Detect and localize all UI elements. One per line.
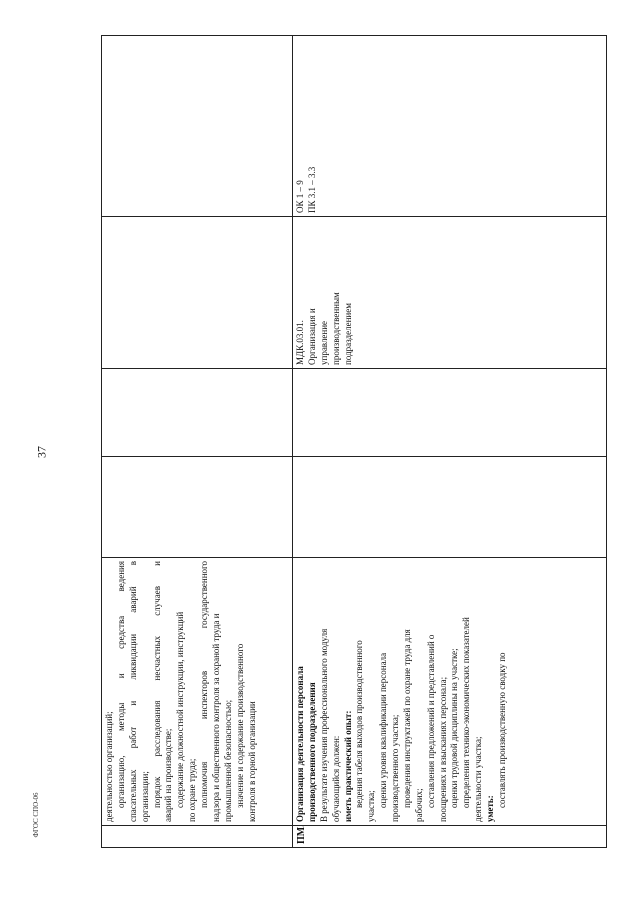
- content-cell: [102, 558, 293, 826]
- text-line: полномочия инспекторов государственного: [199, 561, 209, 808]
- text-line: Организация деятельности персонала: [295, 666, 305, 822]
- text-line: рабочих;: [413, 788, 424, 822]
- text-line: ПК 3.1 – 3.3: [306, 166, 317, 213]
- text-line: поощрениях и взысканиях персонала;: [437, 676, 448, 822]
- page-number: 37: [34, 446, 49, 458]
- code-cell: [293, 826, 607, 848]
- text-line: значение и содержание производственного: [234, 643, 245, 808]
- text-line: иметь практический опыт:: [342, 710, 353, 822]
- content-cell: [293, 558, 607, 826]
- text-line: участка;: [366, 790, 377, 822]
- content-lines: [295, 561, 509, 822]
- text-line: обучающийся должен:: [330, 735, 341, 822]
- text-line: спасательных работ и ликвидации аварий в: [127, 561, 138, 822]
- rotated-table-sheet: [101, 36, 606, 848]
- content-lines: [104, 561, 258, 822]
- code-cell: [102, 826, 293, 848]
- competence-cell: [293, 36, 607, 217]
- curriculum-table: [101, 35, 607, 848]
- text-line: содержание должностной инструкции, инструкций: [175, 611, 186, 808]
- text-line: Организация и: [306, 308, 317, 365]
- text-line: производственного участка;: [390, 714, 400, 822]
- table-rotor: [101, 36, 606, 848]
- text-line: производственным: [330, 292, 341, 365]
- competence-lines: [295, 39, 319, 213]
- text-line: проведения инструктажей по охране труда для: [401, 629, 412, 808]
- text-line: порядок расследования несчастных случаев и: [151, 561, 162, 808]
- text-line: ОК 1 – 9: [295, 180, 305, 213]
- hours-class-cell: [102, 369, 293, 457]
- text-line: определения технико-экономических показателей: [461, 617, 472, 808]
- text-line: организации;: [139, 771, 150, 822]
- text-line: уметь:: [485, 795, 495, 822]
- text-line: деятельностью организаций;: [104, 711, 114, 822]
- text-line: аварий на производстве;: [163, 728, 174, 822]
- text-line: деятельности участка;: [473, 736, 484, 822]
- text-line: надзора и общественного контроля за охраной труда и: [210, 613, 221, 822]
- text-line: оценки трудовой дисциплины на участке;: [449, 648, 460, 808]
- text-line: контроля в горной организации: [246, 701, 257, 822]
- text-line: подразделением: [342, 303, 353, 365]
- text-line: промышленной безопасностью;: [222, 699, 233, 822]
- text-line: В результате изучения профессионального модуля: [318, 628, 329, 822]
- text-line: составлять производственную сводку по: [496, 652, 507, 808]
- course-lines: [295, 220, 354, 365]
- course-cell: [293, 217, 607, 369]
- module-code: ПМ.03: [296, 825, 307, 844]
- text-line: ведения табеля выходов производственного: [354, 640, 365, 808]
- text-line: производственного подразделения: [306, 682, 317, 822]
- competence-cell: [102, 36, 293, 217]
- hours-max-cell: [102, 457, 293, 558]
- table-row: [293, 36, 607, 848]
- footer-code: ФГОС СПО-06: [32, 792, 40, 838]
- hours-class-cell: [293, 369, 607, 457]
- table-row: [102, 36, 293, 848]
- hours-max-cell: [293, 457, 607, 558]
- text-line: составления предложений и представлений о: [425, 634, 436, 808]
- text-line: МДК.03.01.: [295, 320, 305, 365]
- course-cell: [102, 217, 293, 369]
- text-line: организацию, методы и средства ведения: [115, 561, 126, 808]
- text-line: управление: [318, 320, 329, 365]
- text-line: по охране труда;: [187, 758, 198, 822]
- text-line: оценки уровня квалификации персонала: [378, 652, 389, 808]
